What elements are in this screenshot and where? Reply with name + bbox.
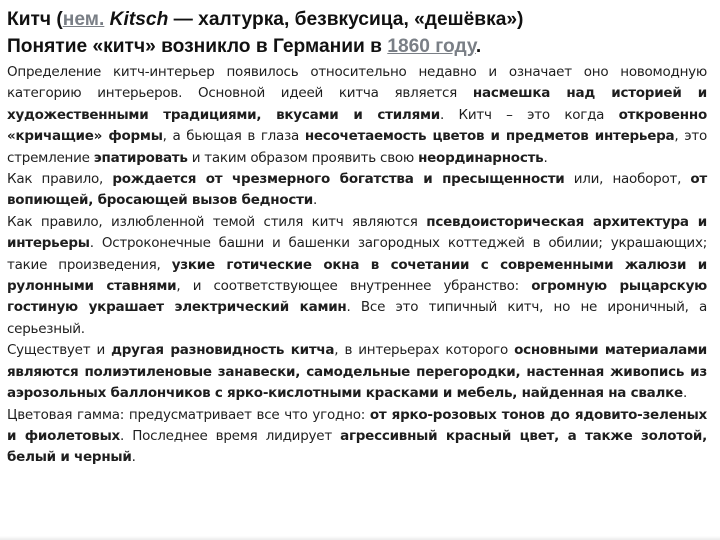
emphasis-text: другая разновидность китча xyxy=(111,342,335,359)
paragraph xyxy=(7,62,707,169)
paragraph-text: , а бьющая в глаза xyxy=(162,128,305,145)
heading-text: Китч ( xyxy=(7,9,63,30)
slide-heading xyxy=(7,6,713,60)
paragraph-text: . xyxy=(312,192,317,209)
paragraph-text: Определение китч-интерьер появилось относительно недавно и означает оно новомодную категорию интерьеров. Основной идеей китча является xyxy=(7,64,707,102)
language-link[interactable]: нем. xyxy=(62,9,105,30)
page-bottom-edge xyxy=(0,536,720,540)
emphasis-text: псевдоисторическая архитектура и интерьеры xyxy=(7,213,707,252)
heading-italic-term: Kitsch xyxy=(109,9,169,30)
emphasis-text: неординарность xyxy=(418,149,544,166)
paragraph xyxy=(7,340,707,404)
paragraph-text: Цветовая гамма: предусматривает все что угодно: xyxy=(7,406,370,423)
heading-text: — халтурка, безвкусица, «дешёвка») xyxy=(168,9,524,30)
emphasis-text: рождается от чрезмерного богатства и пресыщенности xyxy=(112,171,565,188)
paragraph-text: , и соответствующее внутреннее убранство: xyxy=(176,278,532,295)
paragraph-text: . xyxy=(543,149,548,166)
emphasis-text: агрессивный красный цвет, а также золотой, белый и черный xyxy=(7,427,708,466)
paragraph-text: . xyxy=(131,449,136,466)
paragraph-text: . Все это типичный китч, но не ироничный, а серьезный. xyxy=(7,299,707,337)
paragraph-text: и таким образом проявить свою xyxy=(187,149,419,166)
emphasis-text: насмешка над историей и художественными традициями, вкусами и стилями xyxy=(7,85,707,123)
paragraph-text: . Последнее время лидирует xyxy=(120,427,341,444)
emphasis-text: эпатировать xyxy=(93,149,188,166)
paragraph-text: Как правило, xyxy=(7,171,113,188)
heading-line-1 xyxy=(7,6,713,33)
paragraph-text: , это стремление xyxy=(7,128,707,166)
paragraph xyxy=(7,405,707,469)
paragraph xyxy=(7,169,707,212)
paragraph-text: Существует и xyxy=(7,342,112,359)
emphasis-text: от ярко-розовых тонов до ядовито-зеленых и фиолетовых xyxy=(7,406,708,444)
emphasis-text: несочетаемость цветов и предметов интерьера xyxy=(304,128,675,145)
emphasis-text: от вопиющей, бросающей вызов бедности xyxy=(7,171,707,209)
emphasis-text: узкие готические окна в сочетании с современными жалюзи и рулонными ставнями xyxy=(7,256,707,295)
body-text xyxy=(7,62,707,469)
paragraph-text: Как правило, излюбленной темой стиля китч являются xyxy=(7,213,427,230)
heading-line-2: Понятие «китч» возникло в Германии в 1860 году. xyxy=(7,36,482,57)
emphasis-text: основными материалами являются полиэтиленовые занавески, самодельные перегородки, настенная живопись из аэрозольных баллончиков с ярко-кислотными красками и мебель, найденная на свалке xyxy=(7,342,707,402)
paragraph xyxy=(7,212,707,340)
paragraph-text: , в интерьерах которого xyxy=(334,342,515,359)
year-link[interactable]: 1860 году xyxy=(387,36,476,57)
emphasis-text: огромную рыцарскую гостиную украшает электрический камин xyxy=(7,278,707,316)
heading-text: Понятие «китч» возникло в Германии в xyxy=(7,36,388,57)
paragraph-text: . xyxy=(682,385,687,402)
emphasis-text: откровенно «кричащие» формы xyxy=(7,106,707,145)
paragraph-text: . Китч – это когда xyxy=(439,106,619,123)
paragraph-text: или, наоборот, xyxy=(564,171,691,188)
paragraph-text: . Остроконечные башни и башенки загородных коттеджей в обилии; украшающих; такие произведения, xyxy=(7,235,707,273)
